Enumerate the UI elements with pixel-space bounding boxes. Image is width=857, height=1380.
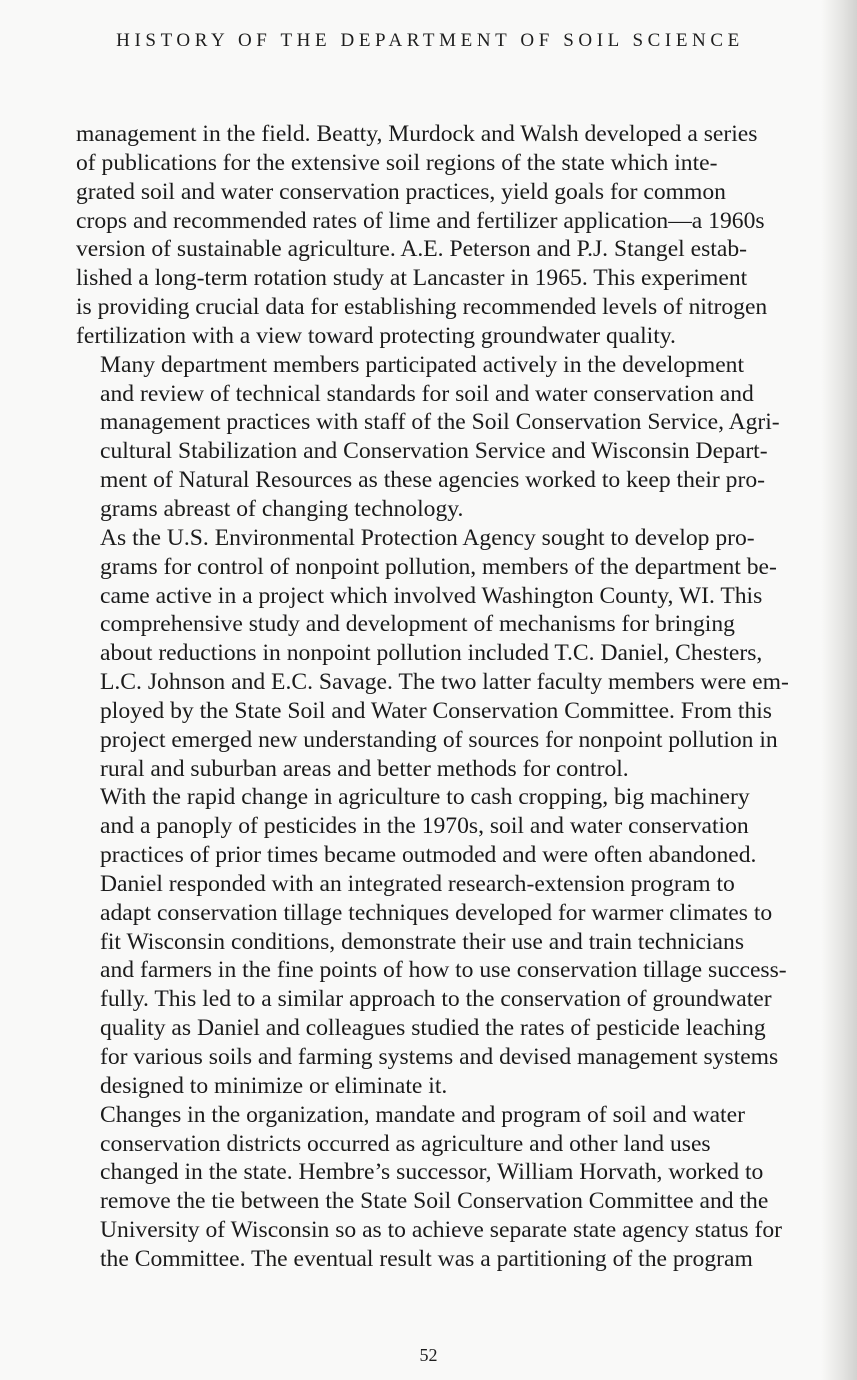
text-line: and farmers in the fine points of how to use conservation tillage success- [100, 957, 787, 984]
text-line: L.C. Johnson and E.C. Savage. The two latter faculty members were em- [100, 669, 789, 696]
text-line: conservation districts occurred as agriculture and other land uses [100, 1130, 711, 1157]
text-line: management in the field. Beatty, Murdock and Walsh developed a series [76, 121, 758, 147]
text-line: is providing crucial data for establishing recommended levels of nitrogen [76, 294, 768, 321]
paragraph-1 [76, 120, 794, 351]
text-line: quality as Daniel and colleagues studied the rates of pesticide leaching [100, 1015, 766, 1042]
text-line: about reductions in nonpoint pollution included T.C. Daniel, Chesters, [100, 640, 763, 667]
text-line: for various soils and farming systems and devised management systems [100, 1044, 779, 1070]
text-line: University of Wisconsin so as to achieve separate state agency status for [100, 1217, 782, 1244]
text-line: comprehensive study and development of mechanisms for bringing [100, 611, 735, 638]
text-line: the Committee. The eventual result was a partitioning of the program [100, 1245, 753, 1272]
paragraph-5 [76, 1101, 794, 1274]
text-line: remove the tie between the State Soil Conservation Committee and the [100, 1188, 769, 1215]
text-line: version of sustainable agriculture. A.E. Peterson and P.J. Stangel estab- [76, 236, 747, 263]
text-line: crops and recommended rates of lime and fertilizer application—a 1960s [76, 207, 765, 234]
text-line: adapt conservation tillage techniques developed for warmer climates to [100, 899, 773, 926]
paragraph-2 [76, 351, 794, 524]
text-line: lished a long-term rotation study at Lancaster in 1965. This experiment [76, 265, 748, 292]
text-line: changed in the state. Hembre’s successor, William Horvath, worked to [100, 1159, 764, 1186]
text-line: grams for control of nonpoint pollution, members of the department be- [100, 553, 777, 580]
text-line: grated soil and water conservation practices, yield goals for common [76, 178, 726, 205]
text-line: As the U.S. Environmental Protection Agency sought to develop pro- [100, 524, 755, 551]
body-text [76, 120, 794, 1274]
text-line: practices of prior times became outmoded and were often abandoned. [100, 842, 757, 869]
text-line: management practices with staff of the Soil Conservation Service, Agri- [100, 409, 780, 436]
text-line: designed to minimize or eliminate it. [100, 1072, 448, 1099]
paragraph-3 [76, 524, 794, 784]
text-line: ment of Natural Resources as these agencies worked to keep their pro- [100, 467, 765, 494]
running-header: HISTORY OF THE DEPARTMENT OF SOIL SCIENCE [116, 30, 744, 51]
text-line: of publications for the extensive soil regions of the state which inte- [76, 149, 718, 176]
text-line: fully. This led to a similar approach to the conservation of groundwater [100, 986, 772, 1013]
text-line: rural and suburban areas and better methods for control. [100, 755, 629, 782]
text-line: and a panoply of pesticides in the 1970s, soil and water conservation [100, 813, 749, 840]
text-line: With the rapid change in agriculture to cash cropping, big machinery [100, 784, 750, 811]
text-line: cultural Stabilization and Conservation Service and Wisconsin Depart- [100, 438, 768, 465]
text-line: fit Wisconsin conditions, demonstrate their use and train technicians [100, 928, 745, 955]
text-line: Daniel responded with an integrated research-extension program to [100, 870, 735, 897]
text-line: fertilization with a view toward protecting groundwater quality. [76, 322, 676, 349]
page-number: 52 [419, 1345, 438, 1365]
text-line: came active in a project which involved Washington County, WI. This [100, 582, 763, 609]
text-line: ployed by the State Soil and Water Conservation Committee. From this [100, 697, 772, 724]
text-line: grams abreast of changing technology. [100, 495, 464, 522]
text-line: and review of technical standards for soil and water conservation and [100, 380, 754, 407]
paragraph-4 [76, 783, 794, 1100]
page-gutter-shadow [821, 0, 857, 1380]
text-line: Changes in the organization, mandate and program of soil and water [100, 1101, 745, 1128]
text-line: Many department members participated actively in the development [100, 351, 745, 378]
text-line: project emerged new understanding of sources for nonpoint pollution in [100, 726, 778, 753]
